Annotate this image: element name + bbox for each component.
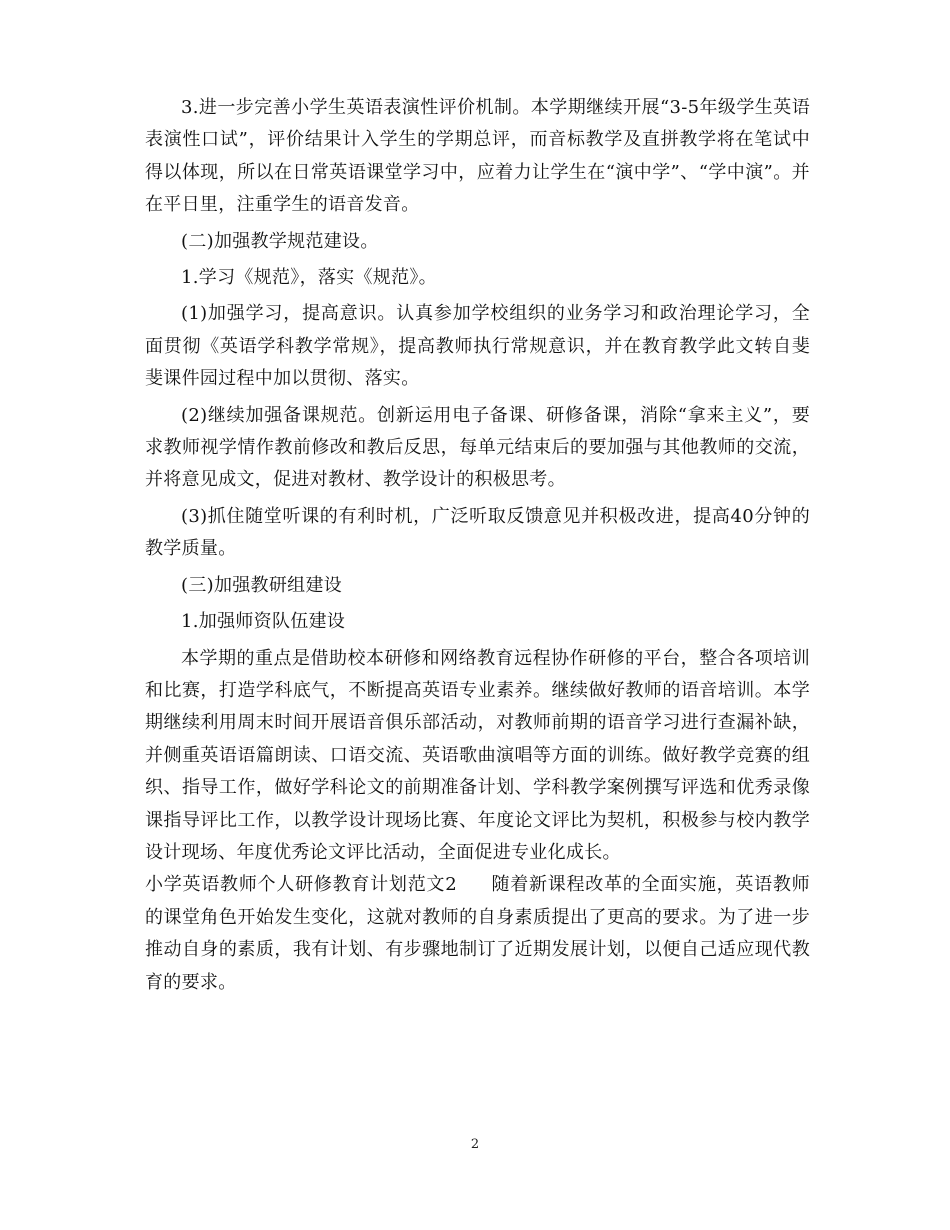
heading-teaching-standards: (二)加强教学规范建设。 [181, 230, 379, 252]
final-section-text: 随着新课程改革的全面实施，英语教师的课堂角色开始发生变化，这就对教师的自身素质提出了更高的要求。为了进一步推动自身的素质，我有计划、有步骤地制订了近期发展计划，以便自己适应现代教育的要求。 [145, 874, 810, 993]
paragraph-evaluation-mechanism: 3.进一步完善小学生英语表演性评价机制。本学期继续开展“3-5年级学生英语表演性口试”，评价结果计入学生的学期总评，而音标教学及直拼教学将在笔试中得以体现，所以在日常英语课堂学习中，应着力让学生在“演中学”、“学中演”。并在平日里，注重学生的语音发音。 [145, 97, 810, 216]
final-section-title: 小学英语教师个人研修教育计划范文2 [145, 874, 457, 896]
paragraph-strengthen-learning: (1)加强学习，提高意识。认真参加学校组织的业务学习和政治理论学习，全面贯彻《英语学科教学常规》，提高教师执行常规意识，并在教育教学此文转自斐斐课件园过程中加以贯彻、落实。 [145, 303, 810, 390]
paragraph-lesson-preparation: (2)继续加强备课规范。创新运用电子备课、研修备课，消除“拿来主义”，要求教师视学情作教前修改和教后反思，每单元结束后的要加强与其他教师的交流，并将意见成文，促进对教材、教学设计的积极思考。 [145, 404, 810, 491]
page-number: 2 [470, 1137, 480, 1152]
subheading-teacher-team: 1.加强师资队伍建设 [181, 611, 346, 633]
final-section-paragraph [145, 869, 810, 999]
document-body [145, 92, 810, 999]
subheading-study-standards: 1.学习《规范》，落实《规范》。 [181, 267, 437, 289]
paragraph-semester-focus: 本学期的重点是借助校本研修和网络教育远程协作研修的平台，整合各项培训和比赛，打造学科底气，不断提高英语专业素养。继续做好教师的语音培训。本学期继续利用周末时间开展语音俱乐部活动，对教师前期的语音学习进行查漏补缺，并侧重英语语篇朗读、口语交流、英语歌曲演唱等方面的训练。做好教学竞赛的组织、指导工作，做好学科论文的前期准备计划、学科教学案例撰写评选和优秀录像课指导评比工作，以教学设计现场比赛、年度论文评比为契机，积极参与校内教学设计现场、年度优秀论文评比活动，全面促进专业化成长。 [145, 647, 810, 863]
heading-research-group: (三)加强教研组建设 [181, 574, 343, 596]
paragraph-class-observation: (3)抓住随堂听课的有利时机，广泛听取反馈意见并积极改进，提高40分钟的教学质量。 [145, 505, 810, 560]
